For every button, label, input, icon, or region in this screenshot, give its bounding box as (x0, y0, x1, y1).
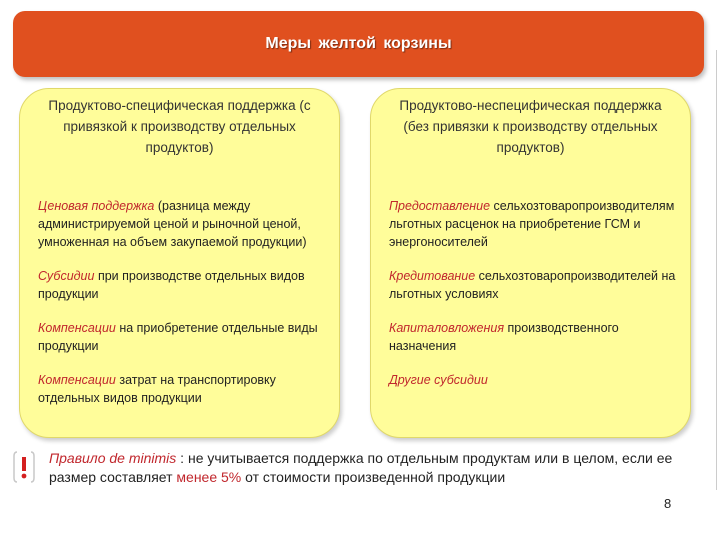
item-text: затрат на транспортировку отдельных видов продукции (38, 373, 276, 405)
panel-heading-product-specific: Продуктово-специфическая поддержка (с привязкой к производству отдельных продуктов) (48, 98, 311, 155)
item-label: Капиталовложения (389, 321, 504, 335)
rule-text-after: от стоимости произведенной продукции (241, 469, 506, 485)
item-text: сельхозтоваропроизводителям льготных расценок на приобретение ГСМ и энергоносителей (389, 199, 675, 249)
item-text: при производстве отдельных видов продукции (38, 269, 305, 301)
slide-title: Меры желтой корзины (265, 35, 452, 52)
list-item (389, 371, 680, 389)
exclamation-icon (12, 450, 36, 482)
item-label: Компенсации (38, 321, 116, 335)
item-label: Компенсации (38, 373, 116, 387)
item-text: сельхозтоваропроизводителей на льготных условиях (389, 269, 676, 301)
list-item (38, 371, 329, 407)
panel-product-specific (19, 88, 340, 438)
list-item (38, 197, 329, 251)
item-label: Предоставление (389, 199, 491, 213)
item-text: на приобретение отдельные виды продукции (38, 321, 318, 353)
panel-heading-product-non-specific: Продуктово-неспецифическая поддержка (без привязки к производству отдельных продуктов) (399, 98, 662, 155)
list-item (389, 197, 680, 251)
item-text: (разница между администрируемой ценой и рыночной ценой, умноженная на объем закупаемой продукции) (38, 199, 307, 249)
item-text: производственного назначения (389, 321, 619, 353)
rule-label: Правило de minimis (49, 450, 177, 466)
rule-text-before: : не учитывается поддержка по отдельным продуктам или в целом, если ее размер составляет (49, 450, 673, 485)
item-label: Кредитование (389, 269, 476, 283)
item-label: Ценовая поддержка (38, 199, 155, 213)
list-item (38, 319, 329, 355)
divider (716, 50, 717, 490)
page-number: 8 (664, 496, 672, 511)
panel-items-product-non-specific (389, 197, 680, 405)
list-item (389, 267, 680, 303)
list-item (38, 267, 329, 303)
panel-items-product-specific (38, 197, 329, 423)
item-label: Другие субсидии (389, 373, 488, 387)
title-bar (13, 11, 704, 77)
panel-product-non-specific (370, 88, 691, 438)
rule-text (49, 449, 699, 487)
rule-highlight: менее 5% (176, 469, 242, 485)
item-label: Субсидии (38, 269, 95, 283)
list-item (389, 319, 680, 355)
